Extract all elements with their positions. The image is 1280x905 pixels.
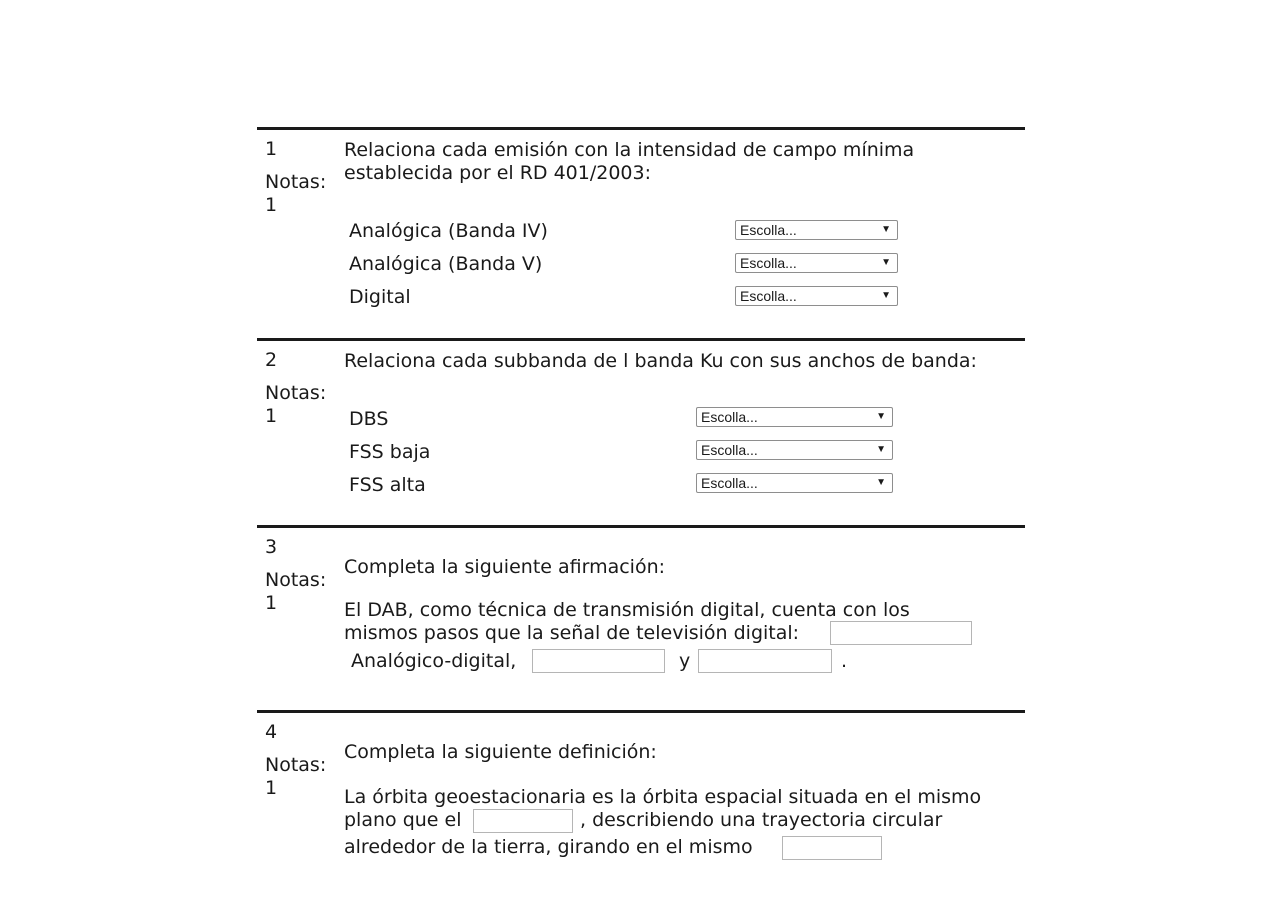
prompt-line: Completa la siguiente afirmación: (344, 556, 666, 578)
question-prompt (344, 741, 657, 764)
dropdown-arrow-icon: ▼ (881, 290, 891, 301)
notas-label: Notas: (265, 171, 327, 193)
question-1 (257, 127, 1025, 340)
definition-line: , describiendo una trayectoria circular (580, 809, 943, 831)
match-item-label: DBS (349, 408, 389, 430)
question-3 (257, 525, 1025, 713)
select-value: Escolla... (740, 255, 797, 271)
match-select[interactable] (696, 407, 893, 427)
question-score: 1 (265, 592, 278, 614)
answer-blank-2[interactable] (532, 649, 665, 673)
question-score: 1 (265, 194, 278, 216)
question-score: 1 (265, 405, 278, 427)
select-value: Escolla... (701, 442, 758, 458)
match-item-label: Digital (349, 286, 411, 308)
question-2 (257, 338, 1025, 528)
question-number: 2 (265, 349, 278, 371)
question-info (265, 721, 337, 800)
statement-line: Analógico-digital, (351, 650, 517, 672)
select-value: Escolla... (740, 288, 797, 304)
definition-line: La órbita geoestacionaria es la órbita espacial situada en el mismo (344, 786, 982, 808)
dropdown-arrow-icon: ▼ (881, 224, 891, 235)
question-score: 1 (265, 777, 278, 799)
question-info (265, 349, 337, 428)
notas-label: Notas: (265, 569, 327, 591)
question-info (265, 536, 337, 615)
match-select[interactable] (696, 440, 893, 460)
question-number: 3 (265, 536, 278, 558)
statement-line: El DAB, como técnica de transmisión digital, cuenta con los (344, 599, 910, 621)
dropdown-arrow-icon: ▼ (876, 444, 886, 455)
match-select[interactable] (735, 220, 898, 240)
notas-label: Notas: (265, 754, 327, 776)
match-select[interactable] (735, 253, 898, 273)
select-value: Escolla... (701, 409, 758, 425)
statement-line: mismos pasos que la señal de televisión digital: (344, 622, 800, 644)
dropdown-arrow-icon: ▼ (876, 411, 886, 422)
prompt-line: Relaciona cada emisión con la intensidad de campo mínima (344, 139, 915, 161)
answer-blank-1[interactable] (830, 621, 972, 645)
prompt-line: Relaciona cada subbanda de l banda Ku con sus anchos de banda: (344, 350, 977, 372)
notas-label: Notas: (265, 382, 327, 404)
answer-blank-1[interactable] (473, 809, 573, 833)
definition-line: plano que el (344, 809, 462, 831)
match-item-label: FSS alta (349, 474, 426, 496)
match-item-label: Analógica (Banda V) (349, 253, 543, 275)
answer-blank-2[interactable] (782, 836, 882, 860)
match-item-label: FSS baja (349, 441, 431, 463)
match-select[interactable] (735, 286, 898, 306)
question-4 (257, 710, 1025, 905)
prompt-line: Completa la siguiente definición: (344, 741, 657, 763)
question-info (265, 138, 337, 217)
select-value: Escolla... (740, 222, 797, 238)
question-prompt (344, 556, 665, 579)
question-number: 1 (265, 138, 278, 160)
definition-line: alrededor de la tierra, girando en el mismo (344, 836, 753, 858)
question-prompt (344, 139, 914, 185)
statement-end: . (841, 650, 848, 672)
dropdown-arrow-icon: ▼ (876, 477, 886, 488)
match-select[interactable] (696, 473, 893, 493)
match-item-label: Analógica (Banda IV) (349, 220, 548, 242)
question-number: 4 (265, 721, 278, 743)
dropdown-arrow-icon: ▼ (881, 257, 891, 268)
statement-connector: y (679, 650, 691, 672)
select-value: Escolla... (701, 475, 758, 491)
answer-blank-3[interactable] (698, 649, 832, 673)
question-prompt (344, 350, 977, 373)
prompt-line: establecida por el RD 401/2003: (344, 162, 652, 184)
